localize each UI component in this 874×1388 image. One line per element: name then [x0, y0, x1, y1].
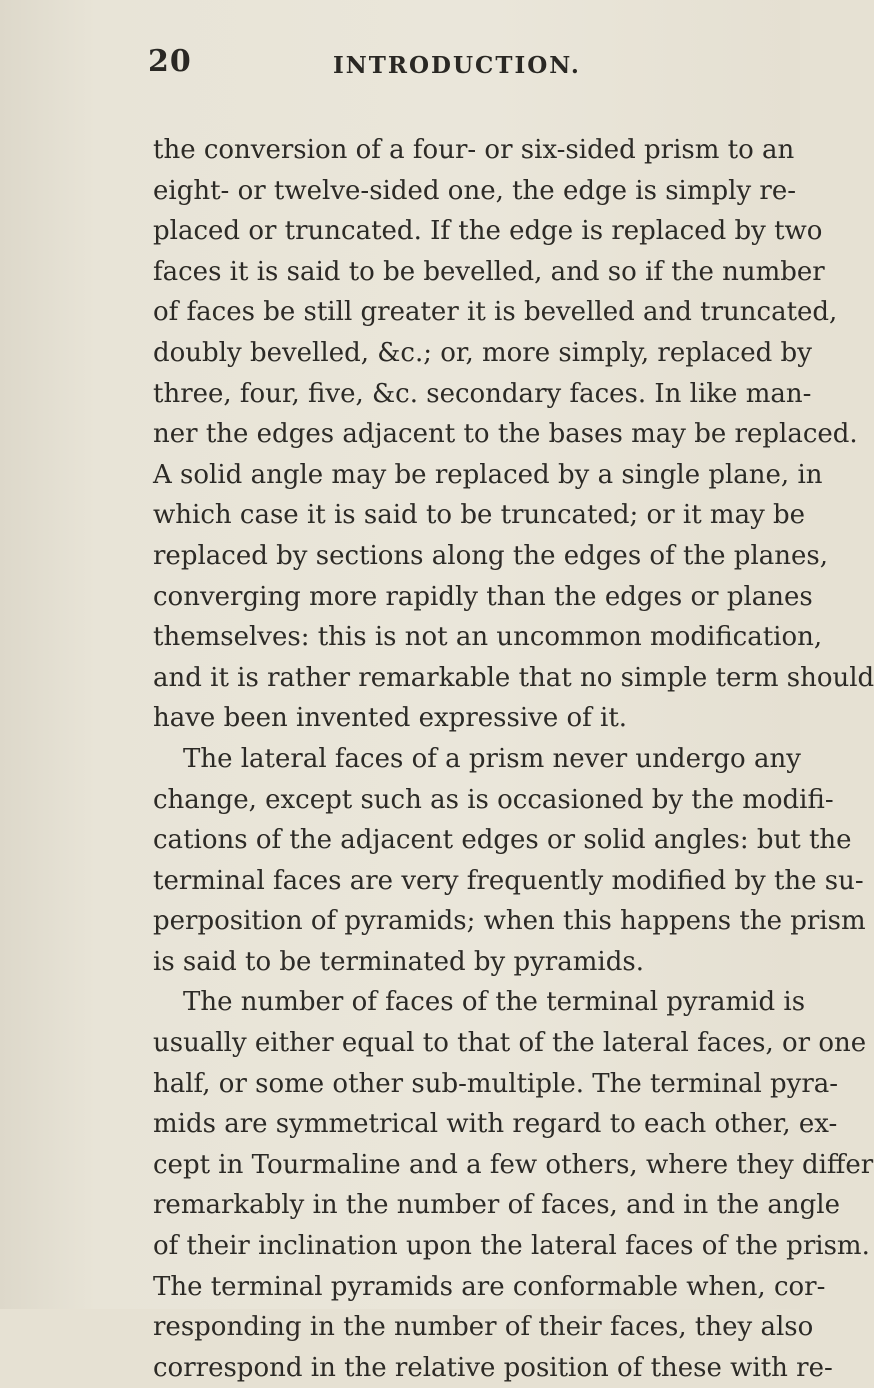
- running-head: [0, 44, 800, 84]
- text-line: cept in Tourmaline and a few others, where they differ: [153, 1149, 874, 1180]
- text-line: have been invented expressive of it.: [153, 703, 628, 734]
- text-line: ner the edges adjacent to the bases may be replaced.: [153, 419, 858, 450]
- text-line: three, four, five, &c. secondary faces. In like man-: [153, 378, 812, 409]
- text-line: mids are symmetrical with regard to each other, ex-: [153, 1109, 838, 1140]
- body-text: [153, 130, 874, 1388]
- text-line: The terminal pyramids are conformable when, cor-: [153, 1271, 826, 1302]
- text-line: terminal faces are very frequently modified by the su-: [153, 865, 864, 896]
- text-line: change, except such as is occasioned by the modifi-: [153, 784, 834, 815]
- text-line: themselves: this is not an uncommon modification,: [153, 622, 823, 653]
- text-line: A solid angle may be replaced by a single plane, in: [153, 459, 823, 490]
- text-line: converging more rapidly than the edges or planes: [153, 581, 813, 612]
- text-line: half, or some other sub-multiple. The terminal pyra-: [153, 1068, 839, 1099]
- text-line: usually either equal to that of the lateral faces, or one: [153, 1028, 867, 1059]
- text-line: faces it is said to be bevelled, and so if the number: [153, 256, 825, 287]
- text-line: cations of the adjacent edges or solid angles: but the: [153, 825, 852, 856]
- text-line: placed or truncated. If the edge is replaced by two: [153, 216, 823, 247]
- text-line: is said to be terminated by pyramids.: [153, 946, 644, 977]
- text-line: eight- or twelve-sided one, the edge is simply re-: [153, 175, 797, 206]
- text-line: of their inclination upon the lateral faces of the prism.: [153, 1231, 870, 1262]
- text-line: doubly bevelled, &c.; or, more simply, replaced by: [153, 337, 812, 368]
- text-line: replaced by sections along the edges of the planes,: [153, 540, 829, 571]
- text-line: The lateral faces of a prism never undergo any: [183, 743, 801, 774]
- text-line: which case it is said to be truncated; or it may be: [153, 500, 806, 531]
- text-line: correspond in the relative position of these with re-: [153, 1352, 833, 1383]
- text-line: and it is rather remarkable that no simple term should: [153, 662, 874, 693]
- text-line: responding in the number of their faces, they also: [153, 1312, 814, 1343]
- page-number: 20: [148, 44, 192, 79]
- text-line: perposition of pyramids; when this happens the prism: [153, 906, 866, 937]
- text-line: the conversion of a four- or six-sided prism to an: [153, 135, 795, 165]
- running-title: INTRODUCTION.: [333, 52, 581, 79]
- text-line: remarkably in the number of faces, and in the angle: [153, 1190, 841, 1221]
- text-line: The number of faces of the terminal pyramid is: [183, 987, 806, 1018]
- text-line: of faces be still greater it is bevelled and truncated,: [153, 297, 838, 328]
